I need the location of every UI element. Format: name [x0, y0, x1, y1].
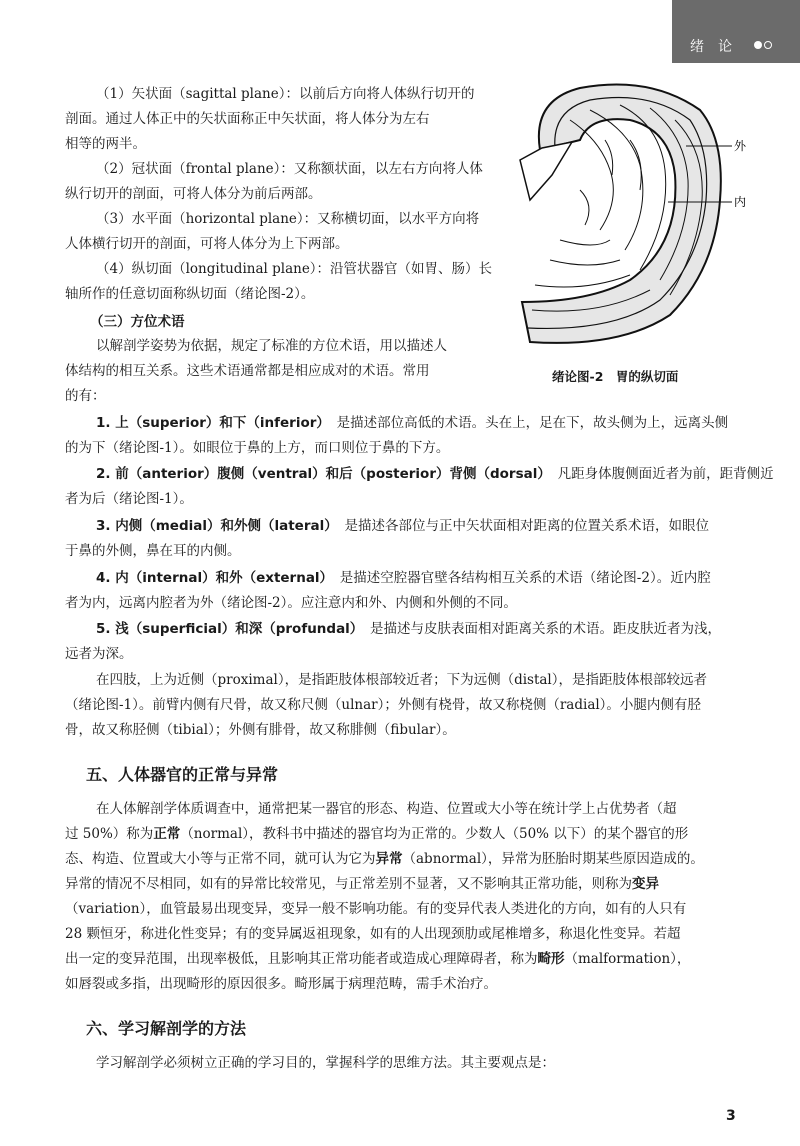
paragraph-line: 在人体解剖学体质调查中，通常把某一器官的形态、构造、位置或大小等在统计学上占优势者（超	[96, 801, 677, 817]
page-number: 3	[726, 1108, 736, 1124]
paragraph-line: 远者为深。	[65, 646, 133, 662]
paragraph-line: （3）水平面（horizontal plane）：又称横切面，以水平方向将	[96, 211, 480, 227]
term-normal: 正常	[153, 826, 181, 842]
subsection-title: （三）方位术语	[90, 314, 185, 330]
term-text: 凡距身体腹侧面近者为前，距背侧近	[544, 466, 774, 482]
paragraph-line: 骨，故又称胫侧（tibial）；外侧有腓骨，故又称腓侧（fibular）。	[65, 722, 456, 738]
term-line	[96, 411, 728, 436]
paragraph-line: 28 颗恒牙，称进化性变异；有的变异属返祖现象，如有的人出现颈肋或尾椎增多，称退化性变异。若超	[65, 926, 681, 942]
paragraph-line: 的有：	[65, 388, 106, 404]
paragraph-line: 出一定的变异范围，出现率极低，且影响其正常功能者或造成心理障碍者，称为畸形（malformation），	[65, 951, 691, 967]
header-dot-empty-icon	[764, 41, 772, 49]
term-label: 5. 浅（superficial）和深（profundal）	[96, 621, 357, 637]
paragraph-line: 人体横行切开的剖面，可将人体分为上下两部。	[65, 236, 349, 252]
figure-label-inner: 内	[734, 195, 747, 209]
term-text: 是描述各部位与正中矢状面相对距离的位置关系术语，如眼位	[330, 518, 709, 534]
paragraph-line: 轴所作的任意切面称纵切面（绪论图-2）。	[65, 286, 315, 302]
section-heading: 五、人体器官的正常与异常	[86, 765, 279, 784]
paragraph-line: 于鼻的外侧，鼻在耳的内侧。	[65, 543, 241, 559]
paragraph-line: 学习解剖学必须树立正确的学习目的，掌握科学的思维方法。其主要观点是：	[96, 1055, 555, 1071]
paragraph-line: （1）矢状面（sagittal plane）：以前后方向将人体纵行切开的	[96, 86, 475, 102]
paragraph-line: 过 50%）称为正常（normal），教科书中描述的器官均为正常的。少数人（50% 以下）的某个器官的形	[65, 826, 689, 842]
figure-label-outer: 外	[734, 139, 747, 153]
chapter-header-tab	[672, 0, 800, 63]
term-label: 3. 内侧（medial）和外侧（lateral）	[96, 518, 331, 534]
chapter-header-title: 绪 论	[690, 39, 732, 55]
term-line	[96, 617, 721, 642]
term-malformation: 畸形	[537, 951, 565, 967]
figure-caption: 绪论图-2 胃的纵切面	[552, 369, 679, 384]
paragraph-line: （variation），血管最易出现变异，变异一般不影响功能。有的变异代表人类进化的方向，如有的人只有	[65, 901, 687, 917]
paragraph-line: （2）冠状面（frontal plane）：又称额状面，以左右方向将人体	[96, 161, 483, 177]
term-text: 是描述空腔器官壁各结构相互关系的术语（绪论图-2）。近内腔	[326, 570, 711, 586]
term-line	[96, 462, 774, 487]
stomach-section-figure	[510, 80, 760, 350]
term-variation: 变异	[632, 876, 659, 892]
paragraph-line: 者为后（绪论图-1）。	[65, 491, 193, 507]
paragraph-line: 以解剖学姿势为依据，规定了标准的方位术语，用以描述人	[96, 338, 447, 354]
term-label: 1. 上（superior）和下（inferior）	[96, 415, 324, 431]
section-heading: 六、学习解剖学的方法	[86, 1019, 247, 1038]
paragraph-line: （4）纵切面（longitudinal plane）：沿管状器官（如胃、肠）长	[96, 261, 493, 277]
paragraph-line: 如唇裂或多指，出现畸形的原因很多。畸形属于病理范畴，需手术治疗。	[65, 976, 497, 992]
term-text: 是描述部位高低的术语。头在上，足在下，故头侧为上，远离头侧	[323, 415, 729, 431]
term-line	[96, 514, 709, 539]
paragraph-line: 纵行切开的剖面，可将人体分为前后两部。	[65, 186, 322, 202]
term-abnormal: 异常	[375, 851, 403, 867]
paragraph-line: 的为下（绪论图-1）。如眼位于鼻的上方，而口则位于鼻的下方。	[65, 440, 450, 456]
term-line	[96, 566, 711, 591]
paragraph-line: 态、构造、位置或大小等与正常不同，就可认为它为异常（abnormal），异常为胚胎时期某些原因造成的。	[65, 851, 704, 867]
term-text: 是描述与皮肤表面相对距离关系的术语。距皮肤近者为浅，	[356, 621, 722, 637]
paragraph-line: （绪论图-1）。前臂内侧有尺骨，故又称尺侧（ulnar）；外侧有桡骨，故又称桡侧（radial）。小腿内侧有胫	[65, 697, 701, 713]
paragraph-line: 者为内，远离内腔者为外（绪论图-2）。应注意内和外、内侧和外侧的不同。	[65, 595, 517, 611]
paragraph-line: 异常的情况不尽相同，如有的异常比较常见，与正常差别不显著，又不影响其正常功能，则称为变异	[65, 876, 659, 892]
paragraph-line: 剖面。通过人体正中的矢状面称正中矢状面，将人体分为左右	[65, 111, 430, 127]
stomach-section-illustration	[520, 84, 732, 342]
term-label: 4. 内（internal）和外（external）	[96, 570, 327, 586]
term-label: 2. 前（anterior）腹侧（ventral）和后（posterior）背侧（dorsal）	[96, 466, 545, 482]
paragraph-line: 在四肢，上为近侧（proximal），是指距肢体根部较近者；下为远侧（distal），是指距肢体根部较远者	[96, 672, 707, 688]
header-dot-filled-icon	[754, 41, 762, 49]
paragraph-line: 相等的两半。	[65, 136, 146, 152]
paragraph-line: 体结构的相互关系。这些术语通常都是相应成对的术语。常用	[65, 363, 430, 379]
